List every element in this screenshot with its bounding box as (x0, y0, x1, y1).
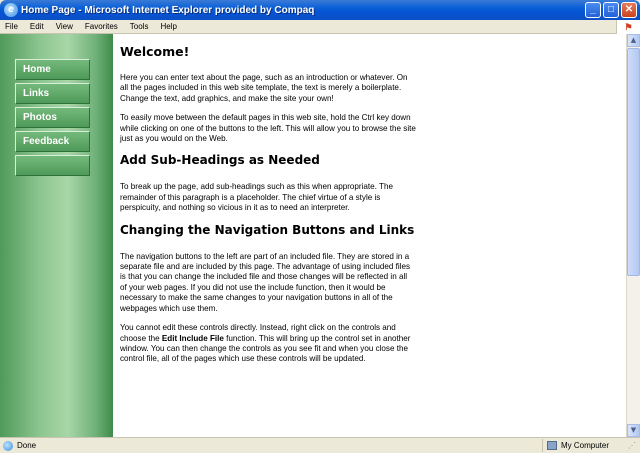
include-file-paragraph: The navigation buttons to the left are part of an included file. They are stored in a separate file and are included by this page. The advantage of using included files is that you can change the included file and those changes will be reflected in all of your web pages. If you did not use the include function, then it would be necessary to make the same changes to your navigation buttons in all of the webpages which use them. (120, 251, 411, 313)
page-done-icon (3, 441, 13, 451)
status-bar (0, 437, 640, 453)
window-controls (585, 2, 637, 18)
menu-tools[interactable]: Tools (129, 22, 149, 31)
maximize-button[interactable]: □ (603, 2, 619, 18)
nav-photos-button[interactable]: Photos (15, 107, 90, 128)
menu-view[interactable]: View (55, 22, 73, 31)
intro-paragraph: Here you can enter text about the page, such as an introduction or whatever. On all the pages included in this web site template, the text is merely a boilerplate. Change the text, add graphics, and make the site your own! (120, 73, 408, 103)
scroll-down-arrow-icon[interactable]: ▼ (627, 424, 640, 437)
windows-logo-icon: ⚑ (616, 20, 640, 34)
menu-file[interactable]: File (5, 22, 18, 31)
sidebar (0, 34, 113, 437)
welcome-heading: Welcome! (120, 44, 190, 59)
nav-buttons-heading: Changing the Navigation Buttons and Links (120, 222, 415, 237)
title-bar[interactable] (0, 0, 640, 20)
nav-buttons (15, 59, 90, 179)
nav-empty-button[interactable] (15, 155, 90, 176)
scroll-thumb[interactable] (627, 48, 640, 276)
status-text: Done (17, 441, 37, 450)
resize-grip-icon[interactable]: ⋰ (628, 441, 636, 450)
my-computer-icon (547, 441, 557, 450)
main-content (120, 44, 416, 374)
nav-home-button[interactable]: Home (15, 59, 90, 80)
edit-controls-paragraph (120, 323, 416, 365)
close-button[interactable]: ✕ (621, 2, 637, 18)
subheadings-paragraph: To break up the page, add sub-headings such as this when appropriate. The remainder of this paragraph is a placeholder. The chief virtue of a style is perspicuity, and nothing so vicious in it as to need an interpreter. (120, 182, 393, 213)
vertical-scrollbar[interactable] (626, 34, 640, 437)
edit-include-file-label: Edit Include File (161, 333, 224, 343)
nav-links-button[interactable]: Links (15, 83, 90, 104)
edit-controls-text-a: You cannot edit these controls directly. Instead, right click on the controls and choose the (120, 323, 396, 343)
navigation-tip-paragraph: To easily move between the default pages in this web site, hold the Ctrl key down while clicking on one of the buttons to the left. This will allow you to browse the site just as you would on the Web. (120, 113, 416, 144)
menu-favorites[interactable]: Favorites (84, 22, 118, 31)
ie-icon: e (4, 3, 18, 17)
zone-label: My Computer (561, 441, 610, 450)
minimize-button[interactable]: _ (585, 2, 601, 18)
menu-help[interactable]: Help (160, 22, 177, 31)
page-viewport (0, 34, 626, 437)
window-title: Home Page - Microsoft Internet Explorer provided by Compaq (21, 4, 315, 16)
menu-bar (0, 20, 640, 34)
subheadings-heading: Add Sub-Headings as Needed (120, 153, 320, 168)
nav-feedback-button[interactable]: Feedback (15, 131, 90, 152)
menu-edit[interactable]: Edit (29, 22, 44, 31)
security-zone (542, 439, 609, 452)
scroll-up-arrow-icon[interactable]: ▲ (627, 34, 640, 47)
edit-controls-text-c: function. This will bring up the control set in another window. You can then change the controls as you see fit and when you close the control file, all of the pages which use these controls will be updated. (120, 333, 411, 364)
